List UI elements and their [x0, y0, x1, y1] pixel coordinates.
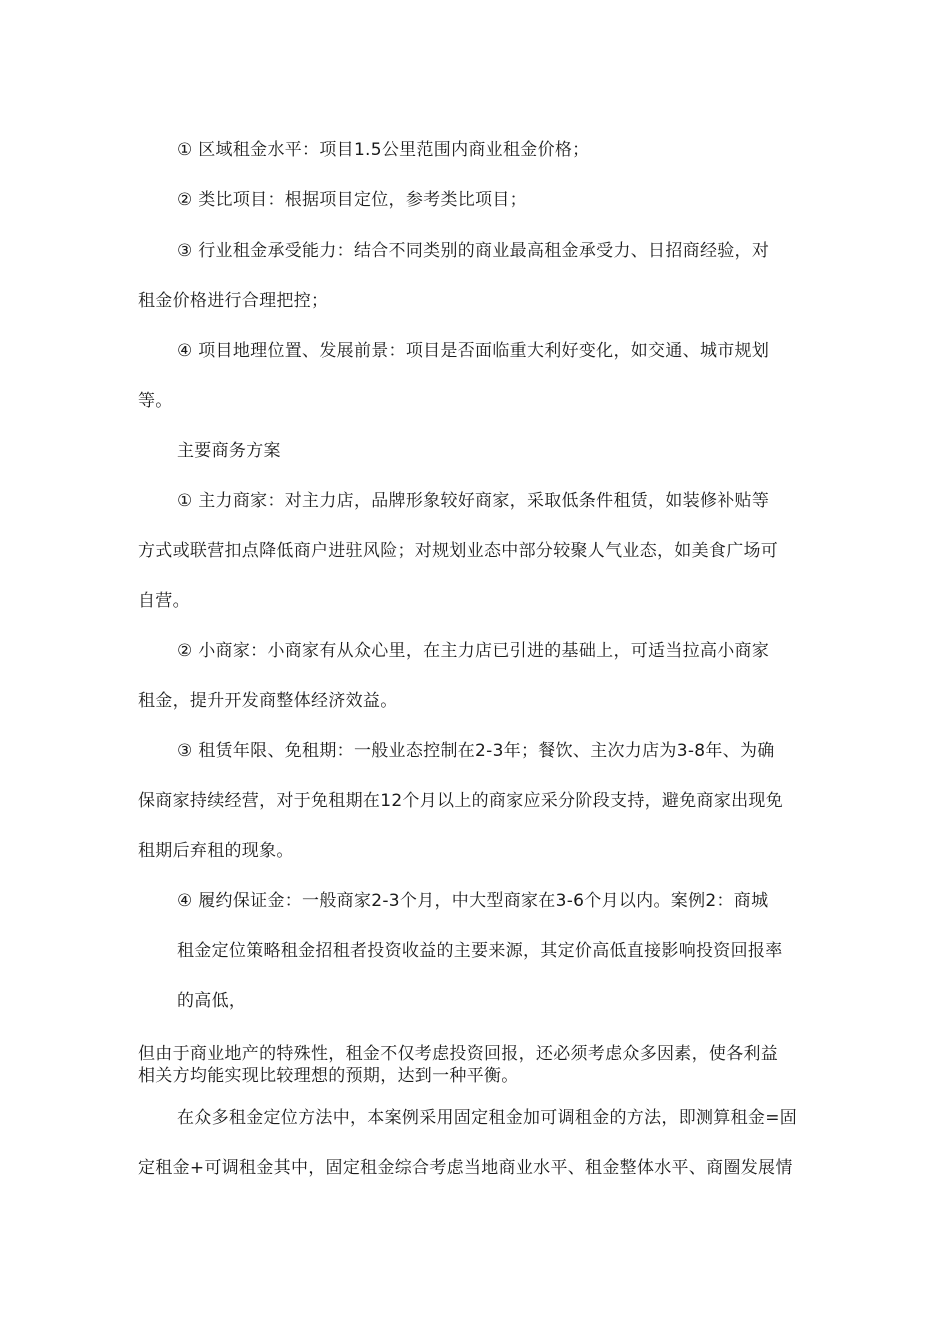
paragraph-continuation: 租期后弃租的现象。 [138, 841, 294, 861]
paragraph-continuation: 保商家持续经营，对于免租期在12个月以上的商家应采分阶段支持，避免商家出现免 [138, 791, 784, 811]
section-heading: 主要商务方案 [177, 441, 281, 461]
paragraph-continuation: 的高低， [177, 991, 247, 1011]
paragraph-continuation: 自营。 [138, 591, 190, 611]
paragraph-continuation: 租金定位策略租金招租者投资收益的主要来源，其定价高低直接影响投资回报率 [177, 941, 783, 961]
list-item-performance-deposit: ④ 履约保证金：一般商家2-3个月，中大型商家在3-6个月以内。案例2：商城 [177, 891, 769, 911]
paragraph-line: 相关方均能实现比较理想的预期，达到一种平衡。 [138, 1066, 519, 1086]
list-item-location-prospects: ④ 项目地理位置、发展前景：项目是否面临重大利好变化，如交通、城市规划 [177, 341, 770, 361]
list-item-small-tenants: ② 小商家：小商家有从众心里，在主力店已引进的基础上，可适当拉高小商家 [177, 641, 770, 661]
paragraph-line: 但由于商业地产的特殊性，租金不仅考虑投资回报，还必须考虑众多因素，使各利益 [138, 1044, 779, 1064]
paragraph-line: 定租金+可调租金其中，固定租金综合考虑当地商业水平、租金整体水平、商圈发展情 [138, 1158, 793, 1178]
paragraph-continuation: 租金，提升开发商整体经济效益。 [138, 691, 398, 711]
list-item-industry-rent-capacity: ③ 行业租金承受能力：结合不同类别的商业最高租金承受力、日招商经验，对 [177, 241, 770, 261]
list-item-lease-term: ③ 租赁年限、免租期：一般业态控制在2-3年；餐饮、主次力店为3-8年、为确 [177, 741, 775, 761]
list-item-regional-rent: ① 区域租金水平：项目1.5公里范围内商业租金价格； [177, 140, 590, 160]
paragraph-continuation: 等。 [138, 391, 173, 411]
paragraph-line: 在众多租金定位方法中，本案例采用固定租金加可调租金的方法，即测算租金=固 [177, 1108, 798, 1128]
paragraph-continuation: 租金价格进行合理把控； [138, 291, 329, 311]
list-item-comparable-projects: ② 类比项目：根据项目定位，参考类比项目； [177, 190, 527, 210]
list-item-anchor-tenants: ① 主力商家：对主力店，品牌形象较好商家，采取低条件租赁，如装修补贴等 [177, 491, 770, 511]
paragraph-continuation: 方式或联营扣点降低商户进驻风险；对规划业态中部分较聚人气业态，如美食广场可 [138, 541, 779, 561]
